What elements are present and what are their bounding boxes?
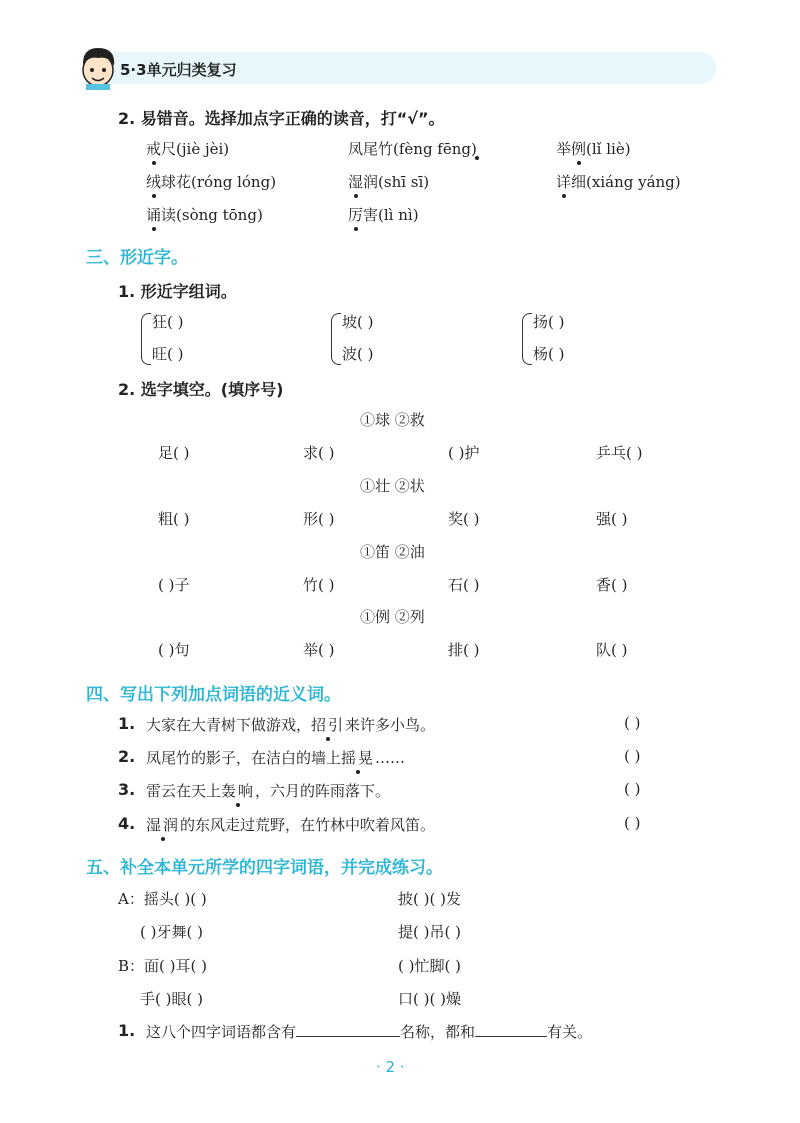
option-set: ①球 ②救 — [360, 411, 425, 429]
pinyin-item: 详细(xiáng yáng) — [556, 173, 681, 191]
pinyin-item: 绒球花(róng lóng) — [146, 173, 277, 191]
sentence: 大家在大青树下做游戏，招引来许多小鸟。 — [146, 716, 436, 734]
idiom-item: 手( )眼( ) — [140, 990, 203, 1008]
word-pair-item: 波( ) — [342, 345, 374, 363]
fill-item: 举( ) — [303, 641, 335, 659]
section-title: 五、补全本单元所学的四字词语，并完成练习。 — [86, 858, 443, 878]
answer-paren: ( ) — [624, 714, 641, 732]
sentence: 凤尾竹的影子，在洁白的墙上摇晃…… — [146, 749, 406, 767]
item-number: 3. — [118, 780, 136, 799]
idiom-item: 披( )( )发 — [398, 890, 461, 908]
fill-item: 奖( ) — [448, 510, 480, 528]
fill-item: 香( ) — [596, 576, 628, 594]
word-pair-item: 旺( ) — [152, 345, 184, 363]
fill-item: 足( ) — [158, 444, 190, 462]
option-set: ①例 ②列 — [360, 608, 425, 626]
idiom-item: 提( )吊( ) — [398, 923, 461, 941]
option-set: ①笛 ②油 — [360, 543, 425, 561]
pinyin-item: 举例(lǐ liè) — [556, 140, 631, 158]
question-title: 1. 形近字组词。 — [118, 282, 237, 301]
fill-item: 乒乓( ) — [596, 444, 643, 462]
boy-mascot-icon — [76, 40, 122, 90]
sentence: 湿润的东风走过荒野，在竹林中吹着风笛。 — [146, 816, 436, 834]
fill-item: ( )句 — [158, 641, 190, 659]
word-pair-item: 杨( ) — [533, 345, 565, 363]
question-title: 2. 易错音。选择加点字正确的读音，打“√”。 — [118, 109, 445, 128]
brace — [522, 313, 532, 365]
item-number: 1. — [118, 1021, 136, 1040]
fill-item: ( )子 — [158, 576, 190, 594]
brace — [141, 313, 151, 365]
section-title: 四、写出下列加点词语的近义词。 — [86, 685, 341, 705]
item-number: 4. — [118, 814, 136, 833]
idiom-item: ( )牙舞( ) — [140, 923, 203, 941]
pinyin-item: 凤尾竹(fèng fēng) — [348, 140, 477, 158]
fill-item: 求( ) — [303, 444, 335, 462]
page-number: · 2 · — [376, 1058, 405, 1076]
answer-blank[interactable] — [296, 1022, 400, 1037]
idiom-item: A：摇头( )( ) — [118, 890, 207, 908]
item-number: 1. — [118, 714, 136, 733]
idiom-item: B：面( )耳( ) — [118, 957, 207, 975]
fill-item: 粗( ) — [158, 510, 190, 528]
answer-paren: ( ) — [624, 780, 641, 798]
sentence: 雷云在天上轰响，六月的阵雨落下。 — [146, 782, 391, 800]
item-number: 2. — [118, 747, 136, 766]
fill-item: 形( ) — [303, 510, 335, 528]
fill-item: 排( ) — [448, 641, 480, 659]
word-pair-item: 狂( ) — [152, 313, 184, 331]
fill-item: 石( ) — [448, 576, 480, 594]
fill-item: 竹( ) — [303, 576, 335, 594]
answer-paren: ( ) — [624, 747, 641, 765]
fill-item: 队( ) — [596, 641, 628, 659]
answer-blank[interactable] — [475, 1022, 547, 1037]
pinyin-item: 诵读(sòng tōng) — [146, 206, 263, 224]
pinyin-item: 戒尺(jiè jèi) — [146, 140, 230, 158]
word-pair-item: 坡( ) — [342, 313, 374, 331]
pinyin-item: 厉害(lì nì) — [348, 206, 419, 224]
summary-sentence: 这八个四字词语都含有 名称，都和 有关。 — [146, 1023, 593, 1041]
pinyin-item: 湿润(shī sī) — [348, 173, 430, 191]
idiom-item: 口( )( )燥 — [398, 990, 461, 1008]
section-title: 三、形近字。 — [86, 248, 188, 268]
brace — [331, 313, 341, 365]
header-title: 5·3单元归类复习 — [120, 61, 237, 79]
word-pair-item: 扬( ) — [533, 313, 565, 331]
answer-paren: ( ) — [624, 814, 641, 832]
fill-item: 强( ) — [596, 510, 628, 528]
option-set: ①壮 ②状 — [360, 477, 425, 495]
fill-item: ( )护 — [448, 444, 480, 462]
idiom-item: ( )忙脚( ) — [398, 957, 461, 975]
question-title: 2. 选字填空。(填序号) — [118, 380, 284, 399]
